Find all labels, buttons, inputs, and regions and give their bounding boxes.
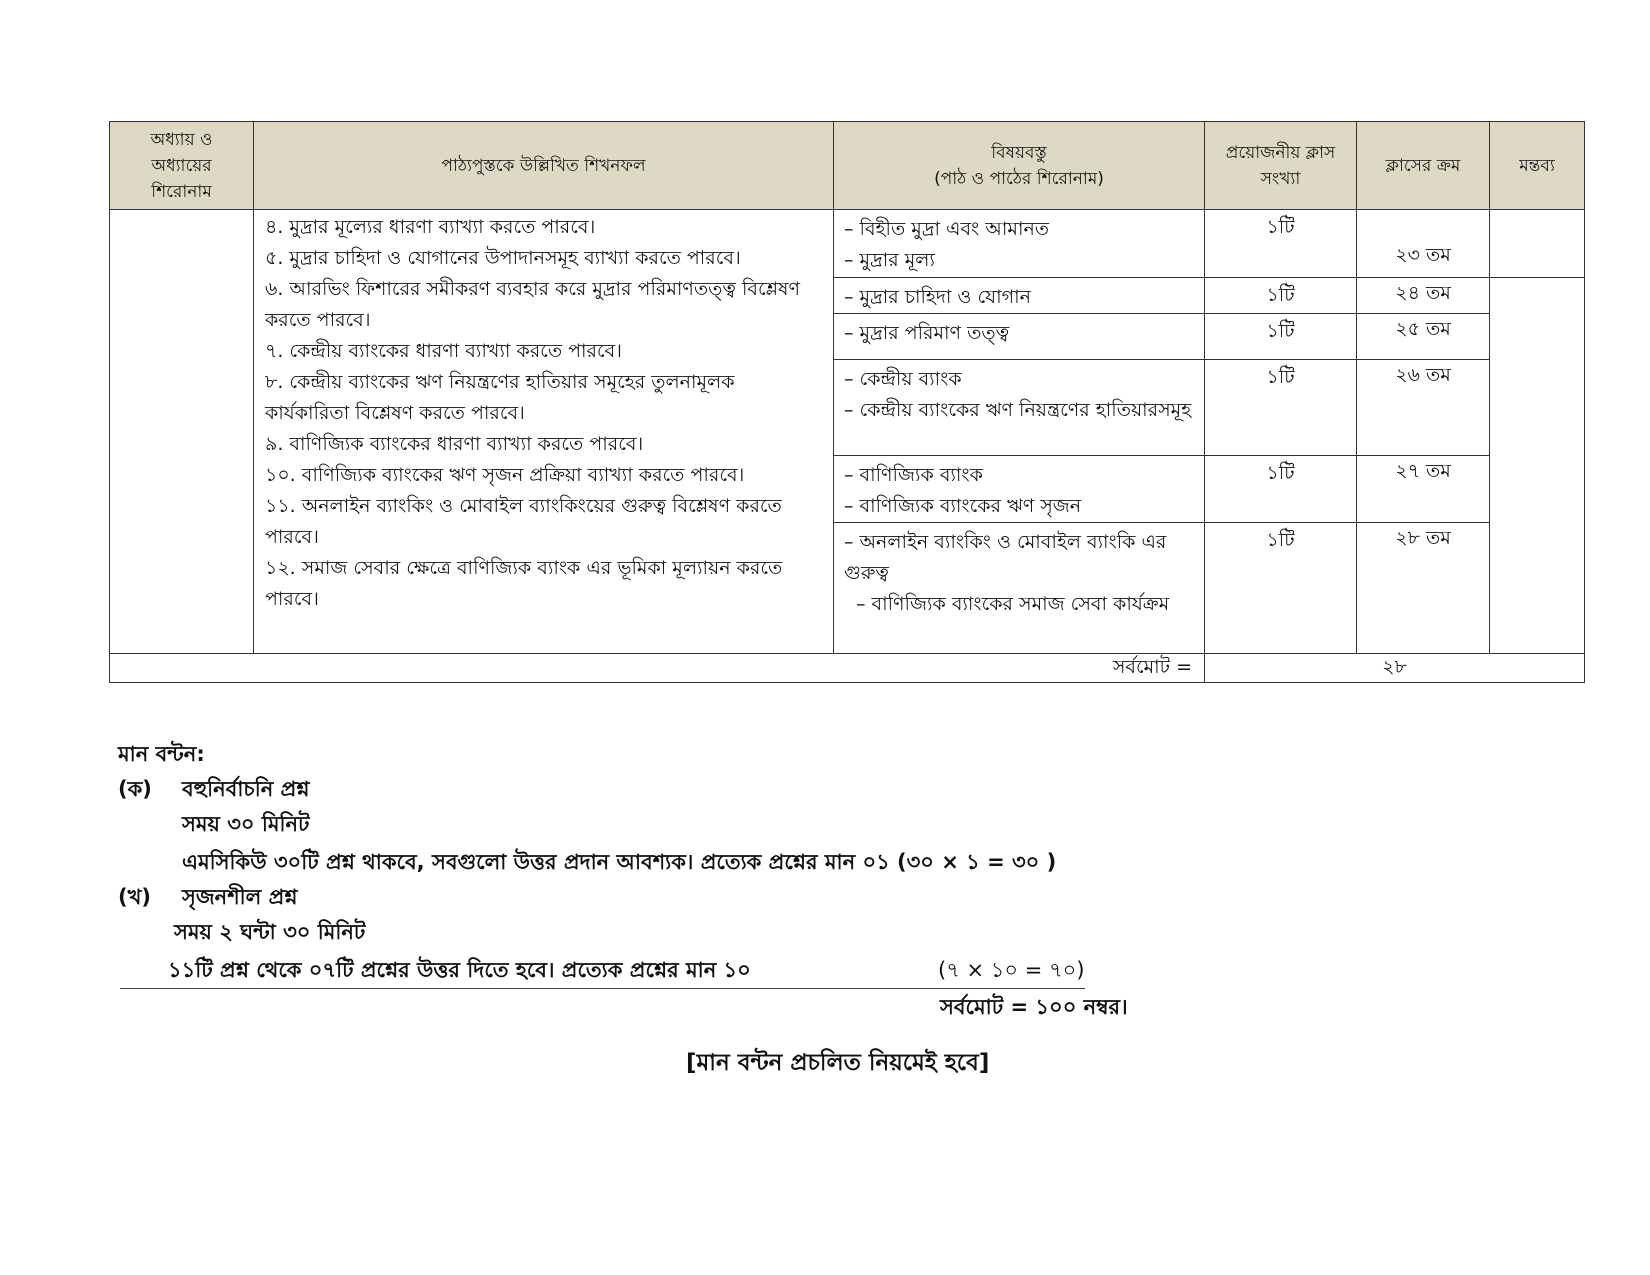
topic-item: – কেন্দ্রীয় ব্যাংক: [844, 368, 962, 390]
outcome-item: ১০. বাণিজ্যিক ব্যাংকের ঋণ সৃজন প্রক্রিয়া ব্যাখ্যা করতে পারবে।: [265, 464, 745, 486]
class-count-cell: ১টি: [1205, 278, 1357, 314]
outcome-item: ৭. কেন্দ্রীয় ব্যাংকের ধারণা ব্যাখ্যা করতে পারবে।: [265, 340, 622, 362]
section-b-formula: (৭ × ১০ = ৭০): [938, 958, 1085, 982]
section-a-label: (ক): [118, 777, 152, 801]
section-b-description: ১১টি প্রশ্ন থেকে ০৭টি প্রশ্নের উত্তর দিতে হবে। প্রত্যেক প্রশ্নের মান ১০: [168, 958, 751, 982]
class-count-cell: ১টি: [1205, 523, 1357, 654]
class-order-cell: ২৩ তম: [1357, 210, 1490, 278]
total-row: [110, 654, 1585, 683]
header-class-order: ক্লাসের ক্রম: [1357, 122, 1490, 210]
total-value: ২৮: [1205, 654, 1585, 683]
class-count-cell: ১টি: [1205, 210, 1357, 278]
syllabus-table: [109, 121, 1585, 683]
outcome-item: ৮. কেন্দ্রীয় ব্যাংকের ঋণ নিয়ন্ত্রণের হাতিয়ার সমূহের তুলনামূলক কার্যকারিতা বিশ্লেষণ করতে পারবে।: [265, 371, 735, 424]
outcomes-cell: [254, 210, 834, 654]
section-b-title: সৃজনশীল প্রশ্ন: [182, 885, 298, 909]
class-order-cell: ২৮ তম: [1357, 523, 1490, 654]
topic-item: – বিহীত মুদ্রা এবং আমানত: [844, 218, 1050, 240]
topic-cell: [834, 360, 1205, 456]
section-b-time: সময় ২ ঘন্টা ৩০ মিনিট: [174, 920, 366, 944]
section-a-time: সময় ৩০ মিনিট: [182, 812, 310, 836]
section-b-label: (খ): [118, 885, 151, 909]
class-order-cell: ২৪ তম: [1357, 278, 1490, 314]
topic-cell: [834, 456, 1205, 523]
topic-item: – অনলাইন ব্যাংকিং ও মোবাইল ব্যাংকি এর গুরুত্ব: [844, 531, 1167, 584]
topic-item: – মুদ্রার পরিমাণ তত্ত্ব: [844, 322, 1010, 344]
class-order-cell: ২৭ তম: [1357, 456, 1490, 523]
header-content-line1: বিষয়বস্তু: [991, 142, 1047, 163]
topic-item: – বাণিজ্যিক ব্যাংকের ঋণ সৃজন: [844, 495, 1082, 517]
header-chapter: অধ্যায় ও অধ্যায়ের শিরোনাম: [110, 122, 254, 210]
outcome-item: ৬. আরভিং ফিশারের সমীকরণ ব্যবহার করে মুদ্রার পরিমাণতত্ত্ব বিশ্লেষণ করতে পারবে।: [265, 278, 800, 331]
class-count-cell: ১টি: [1205, 456, 1357, 523]
header-content: [834, 122, 1205, 210]
header-content-line2: (পাঠ ও পাঠের শিরোনাম): [934, 168, 1104, 189]
table-row: [110, 210, 1585, 278]
topic-item: – কেন্দ্রীয় ব্যাংকের ঋণ নিয়ন্ত্রণের হাতিয়ারসমূহ: [844, 399, 1192, 421]
topic-cell: [834, 278, 1205, 314]
header-remarks: মন্তব্য: [1490, 122, 1585, 210]
outcome-item: ৪. মুদ্রার মূল্যের ধারণা ব্যাখ্যা করতে পারবে।: [265, 216, 596, 238]
class-count-cell: ১টি: [1205, 314, 1357, 360]
class-order-cell: ২৫ তম: [1357, 314, 1490, 360]
outcome-item: ১১. অনলাইন ব্যাংকিং ও মোবাইল ব্যাংকিংয়ের গুরুত্ব বিশ্লেষণ করতে পারবে।: [265, 495, 782, 548]
section-a-title: বহুনির্বাচনি প্রশ্ন: [182, 777, 310, 801]
class-count-cell: ১টি: [1205, 360, 1357, 456]
topic-item: – বাণিজ্যিক ব্যাংক: [844, 464, 983, 486]
grand-total: সর্বমোট = ১০০ নম্বর।: [940, 995, 1128, 1019]
remarks-cell: [1490, 210, 1585, 278]
topic-cell: [834, 523, 1205, 654]
header-class-count: প্রয়োজনীয় ক্লাস সংখ্যা: [1205, 122, 1357, 210]
topic-item: – মুদ্রার চাহিদা ও যোগান: [844, 286, 1031, 308]
outcome-item: ৫. মুদ্রার চাহিদা ও যোগানের উপাদানসমূহ ব্যাখ্যা করতে পারবে।: [265, 247, 741, 269]
topic-cell: [834, 210, 1205, 278]
topic-cell: [834, 314, 1205, 360]
header-outcomes: পাঠ্যপুস্তকে উল্লিখিত শিখনফল: [254, 122, 834, 210]
section-divider: [120, 988, 1085, 989]
total-label: সর্বমোট =: [110, 654, 1205, 683]
marks-note: [মান বন্টন প্রচলিত নিয়মেই হবে]: [686, 1050, 990, 1076]
topic-item: – বাণিজ্যিক ব্যাংকের সমাজ সেবা কার্যক্রম: [856, 593, 1170, 615]
outcome-item: ৯. বাণিজ্যিক ব্যাংকের ধারণা ব্যাখ্যা করতে পারবে।: [265, 433, 644, 455]
outcome-item: ১২. সমাজ সেবার ক্ষেত্রে বাণিজ্যিক ব্যাংক এর ভূমিকা মূল্যায়ন করতে পারবে।: [265, 557, 783, 610]
section-a-description: এমসিকিউ ৩০টি প্রশ্ন থাকবে, সবগুলো উত্তর প্রদান আবশ্যক। প্রত্যেক প্রশ্নের মান ০১ (৩০ × ১ = ৩০ ): [182, 850, 1057, 874]
chapter-cell: [110, 210, 254, 654]
class-order-cell: ২৬ তম: [1357, 360, 1490, 456]
marks-heading: মান বন্টন:: [118, 742, 205, 766]
header-row: [110, 122, 1585, 210]
topic-item: – মুদ্রার মূল্য: [844, 249, 935, 271]
remarks-cell: [1490, 278, 1585, 654]
